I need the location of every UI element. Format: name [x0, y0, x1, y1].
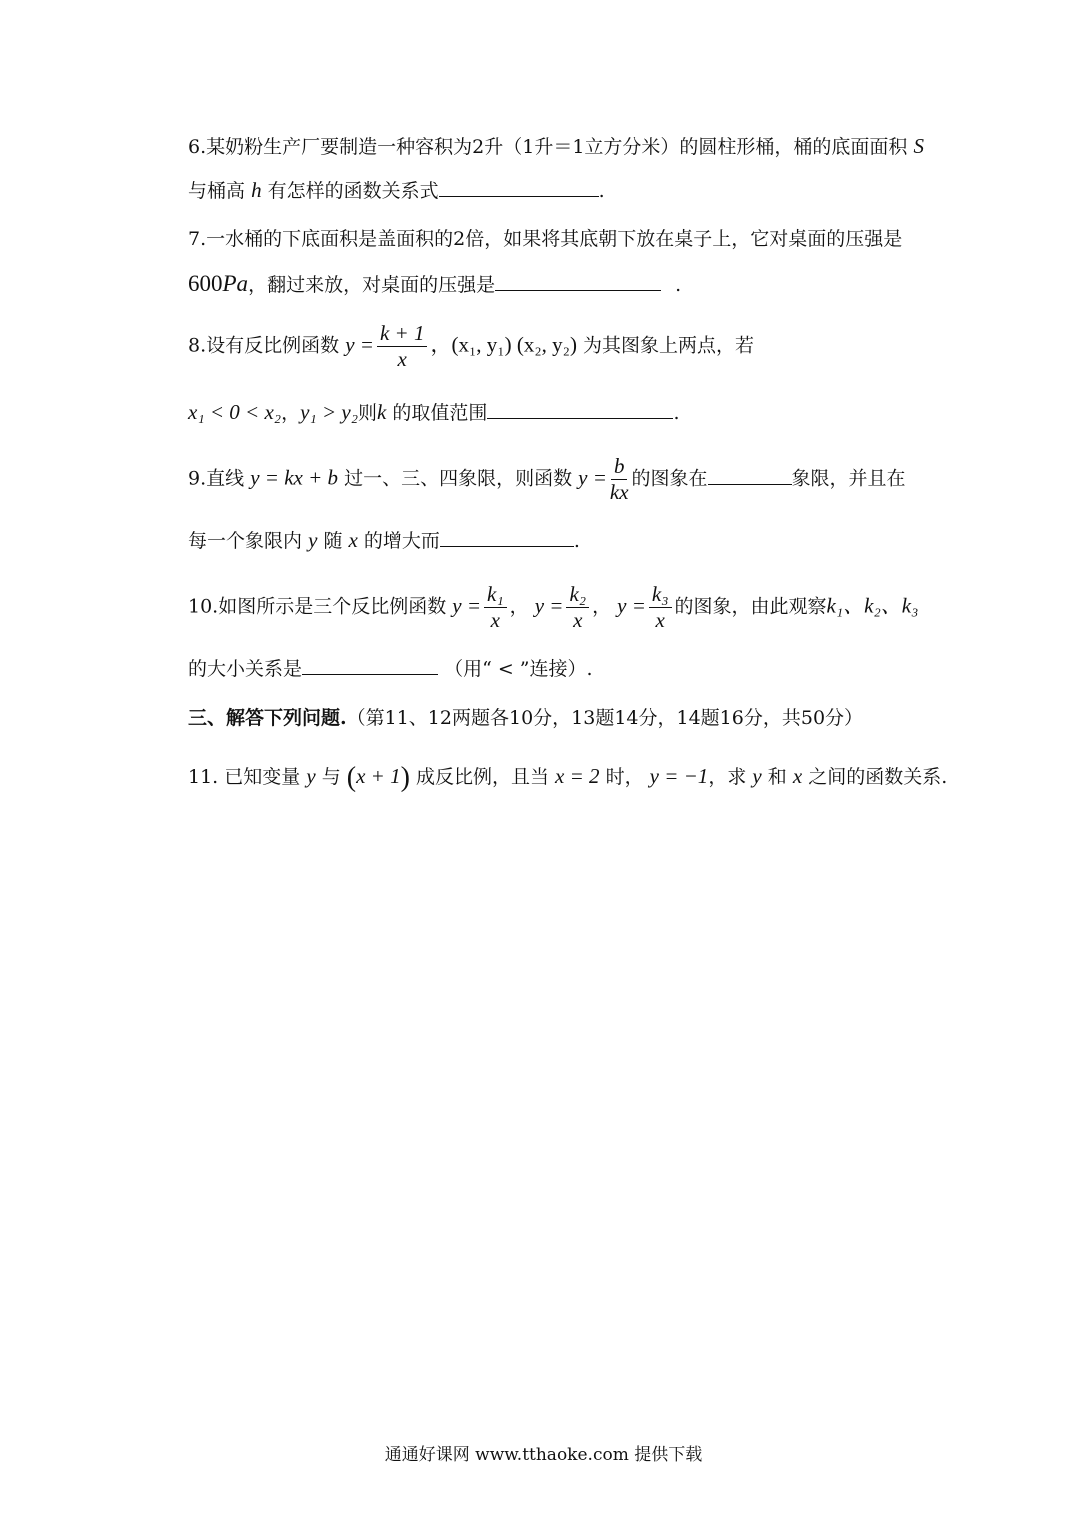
q11-cond-x: x = 2 — [555, 764, 600, 788]
q8-text-a: 设有反比例函数 — [206, 334, 340, 357]
q8-points: ，(x₁, y₁) (x₂, y₂) — [430, 332, 577, 357]
q7-value: 600 — [188, 271, 223, 296]
q9-frac-num: b — [611, 456, 628, 480]
q8-text-b: 为其图象上两点，若 — [583, 334, 755, 357]
q10-fraction-3 — [649, 584, 672, 631]
q10-f3-lhs: y = — [617, 593, 646, 618]
q10-f1-den: x — [490, 608, 500, 632]
q11-text-c: 成反比例，且当 — [415, 766, 549, 788]
q9-fraction — [610, 456, 629, 503]
q8-line1 — [188, 323, 754, 370]
q11-text-f: 和 — [767, 766, 787, 788]
q9-text-e: 每一个象限内 — [188, 530, 303, 552]
q10-line2 — [188, 656, 593, 679]
q10-f1-lhs: y = — [452, 593, 482, 618]
q11-text-g: 之间的函数关系. — [808, 766, 948, 788]
section3-note: （第11、12两题各10分，13题14分，14题16分，共50分） — [346, 707, 864, 729]
q6-var-s: S — [913, 134, 924, 158]
q7-answer-blank[interactable] — [495, 272, 661, 291]
q8-cond-1: x₁ < 0 < x₂ — [188, 400, 282, 424]
q10-sep-2: ， — [592, 595, 612, 618]
q9-var-x: x — [348, 528, 358, 552]
q11-var-y: y — [306, 764, 316, 788]
q7-line1 — [188, 230, 902, 249]
q11-var-x: x — [792, 764, 803, 788]
q10-f3-den: x — [655, 608, 665, 632]
q11-text-e: ，求 — [708, 766, 747, 788]
q10-f1-num: k₁ — [484, 584, 507, 608]
q9-func-lhs: y = — [578, 465, 607, 490]
q7-line2 — [188, 272, 681, 295]
q10-text-b: 的图象，由此观察 — [674, 595, 827, 618]
q9-text-a: 直线 — [206, 467, 245, 490]
q11-expr: x + 1 — [356, 764, 401, 788]
q11-number: 11. — [188, 766, 219, 788]
q11-cond-y: y = −1 — [649, 764, 709, 788]
q6-text-c: 有怎样的函数关系式 — [267, 180, 439, 202]
q8-text-d: 的取值范围 — [392, 402, 488, 424]
q8-fraction — [377, 323, 428, 370]
q6-number: 6. — [188, 136, 207, 158]
q11-text-a: 已知变量 — [224, 766, 301, 788]
q8-frac-num: k + 1 — [377, 323, 428, 347]
q7-text-b: ，翻过来放，对桌面的压强是 — [248, 274, 496, 296]
q11-paren-close: ) — [400, 762, 410, 793]
section3-title: 三、解答下列问题. — [188, 707, 347, 729]
q8-cond-2: y₁ > y₂ — [300, 400, 359, 424]
q9-text-g: 的增大而 — [363, 530, 440, 552]
q10-answer-blank[interactable] — [302, 656, 438, 675]
q6-var-h: h — [251, 178, 262, 202]
q10-text-a: 如图所示是三个反比例函数 — [218, 595, 447, 618]
q10-fraction-1 — [484, 584, 507, 631]
q10-number: 10. — [188, 595, 219, 618]
q8-var-k: k — [377, 400, 387, 424]
q11-paren-open: ( — [346, 762, 357, 793]
q8-number: 8. — [188, 334, 207, 357]
q7-unit: Pa — [222, 271, 249, 296]
q11-text-b: 与 — [321, 766, 341, 788]
q9-line-eq: y = kx + b — [250, 465, 339, 490]
q9-frac-den: kx — [609, 480, 629, 504]
q8-answer-blank[interactable] — [487, 400, 673, 419]
q6-answer-blank[interactable] — [439, 178, 599, 197]
q9-var-y: y — [308, 528, 318, 552]
q10-fraction-2 — [566, 584, 589, 631]
q10-f2-den: x — [573, 608, 583, 632]
q9-trend-blank[interactable] — [440, 528, 574, 547]
q9-quadrant-blank[interactable] — [708, 466, 792, 485]
q6-line1 — [188, 136, 924, 157]
q9-text-d: 象限，并且在 — [791, 467, 906, 490]
q10-f3-num: k₃ — [649, 584, 672, 608]
q6-end: . — [598, 180, 605, 202]
section3-heading — [188, 709, 863, 728]
q8-func-lhs: y = — [345, 332, 374, 357]
q7-end: . — [675, 274, 682, 296]
q9-line2 — [188, 528, 580, 551]
page-footer: 通通好课网 www.tthaoke.com 提供下载 — [384, 1445, 703, 1465]
q10-f2-num: k₂ — [566, 584, 589, 608]
q6-text-b: 与桶高 — [188, 180, 246, 202]
q7-number: 7. — [188, 228, 207, 250]
q9-text-b: 过一、三、四象限，则函数 — [344, 467, 573, 490]
q9-number: 9. — [188, 467, 207, 490]
q9-line1 — [188, 456, 906, 503]
q8-line2: x₁ < 0 < x₂，y₁ > y₂则k 的取值范围 . — [188, 400, 680, 424]
q10-text-d: （用“ < ”连接）. — [444, 658, 593, 680]
q10-sep-1: ， — [509, 595, 529, 618]
q8-frac-den: x — [397, 347, 407, 371]
q10-text-c: 的大小关系是 — [188, 658, 303, 680]
q10-ks: k₁、k₂、k₃ — [826, 593, 919, 618]
q9-end: . — [573, 530, 580, 552]
q10-f2-lhs: y = — [534, 593, 564, 618]
q11-var-y2: y — [752, 764, 762, 788]
q10-line1 — [188, 584, 918, 631]
q6-text-a: 某奶粉生产厂要制造一种容积为2升（1升＝1立方分米）的圆柱形桶，桶的底面面积 — [206, 136, 908, 158]
q7-text-a: 一水桶的下底面积是盖面积的2倍，如果将其底朝下放在桌子上，它对桌面的压强是 — [206, 228, 903, 250]
q9-text-c: 的图象在 — [631, 467, 708, 490]
q6-line2 — [188, 178, 605, 201]
q11-line — [188, 764, 947, 792]
q8-text-c: 则 — [358, 402, 378, 424]
q9-text-f: 随 — [323, 530, 343, 552]
q11-text-d: 时， — [605, 766, 644, 788]
q8-end: . — [673, 402, 680, 424]
